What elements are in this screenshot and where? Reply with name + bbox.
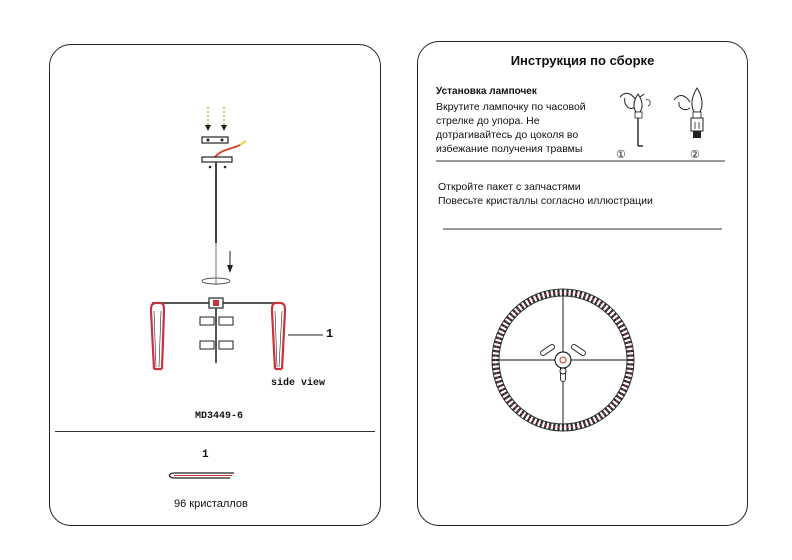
ring-crystal-accent — [628, 372, 630, 374]
chandelier-side-view-diagram — [50, 45, 382, 527]
canopy-plate — [202, 157, 232, 162]
ring-crystal-accent — [584, 423, 586, 425]
ring-crystal-accent — [610, 311, 612, 313]
ring-crystal-accent — [580, 424, 582, 426]
ring-crystal-accent — [629, 368, 631, 370]
wire-yellow — [240, 141, 246, 145]
ring-crystal-accent — [610, 407, 612, 409]
bulb-socket — [219, 317, 233, 325]
ring-crystal-accent — [502, 329, 504, 331]
ring-crystal-accent — [629, 350, 631, 352]
ring-crystal-accent — [626, 381, 628, 383]
ring-crystal-accent — [521, 306, 523, 308]
ring-crystal-accent — [588, 297, 590, 299]
ring-crystal-accent — [553, 292, 555, 294]
ring-crystal-accent — [553, 426, 555, 428]
arrow-down-icon — [227, 251, 233, 273]
ring-crystal-accent — [509, 318, 511, 320]
ring-crystal-accent — [497, 342, 499, 344]
ring-crystal-accent — [584, 295, 586, 297]
ring-crystal-accent — [528, 301, 530, 303]
ring-crystal-accent — [603, 306, 605, 308]
ring-crystal-accent — [518, 308, 520, 310]
ring-crystal-accent — [498, 338, 500, 340]
ring-crystal-accent — [580, 294, 582, 296]
ring-crystal-accent — [495, 350, 497, 352]
ring-crystal-accent — [509, 400, 511, 402]
ring-crystal-accent — [545, 424, 547, 426]
ring-crystal-accent — [521, 413, 523, 415]
ring-crystal-accent — [567, 292, 569, 294]
ring-crystal-accent — [541, 423, 543, 425]
ring-crystal-accent — [506, 397, 508, 399]
ring-crystal-accent — [495, 355, 497, 357]
ring-crystal-accent — [511, 315, 513, 317]
ring-crystal-accent — [497, 377, 499, 379]
wire-red — [215, 145, 240, 157]
ring-crystal-accent — [621, 393, 623, 395]
ring-crystal-accent — [596, 301, 598, 303]
ring-crystal-accent — [592, 420, 594, 422]
ring-crystal-accent — [628, 346, 630, 348]
crystal-hook-part-icon — [170, 473, 235, 478]
ring-crystal-accent — [625, 385, 627, 387]
ring-crystal-accent — [621, 325, 623, 327]
ring-crystal-accent — [571, 426, 573, 428]
ring-crystal-accent — [549, 425, 551, 427]
mounting-bracket — [202, 137, 228, 143]
ring-crystal-accent — [532, 299, 534, 301]
left-panel — [49, 44, 381, 526]
ring-crystal-accent — [541, 295, 543, 297]
ring-crystal-accent — [616, 400, 618, 402]
bulb-socket — [219, 341, 233, 349]
ring-crystal-accent — [613, 315, 615, 317]
bulb-socket — [200, 341, 214, 349]
part-number-label: 1 — [202, 449, 209, 461]
instruction-title: Инструкция по сборке — [510, 53, 655, 68]
bulb-socket — [200, 317, 214, 325]
ring-crystal-accent — [626, 338, 628, 340]
ring-crystal-accent — [600, 415, 602, 417]
bulb-instruction-text: Вкрутите лампочку по часовой стрелке до упора. Не дотрагивайтесь до цоколя во избежание получения травмы — [436, 101, 586, 155]
ring-crystal-accent — [588, 422, 590, 424]
ring-crystal-accent — [613, 404, 615, 406]
right-panel-illustrations — [418, 42, 749, 527]
ring-crystal-accent — [558, 292, 560, 294]
ring-crystal-accent — [504, 393, 506, 395]
ring-crystal-accent — [623, 329, 625, 331]
ring-crystal-accent — [511, 404, 513, 406]
ring-crystal-accent — [514, 311, 516, 313]
ring-crystal-accent — [514, 407, 516, 409]
ring-crystal-accent — [532, 420, 534, 422]
ring-crystal-accent — [496, 346, 498, 348]
bulb-install-step-1-icon — [620, 93, 650, 146]
ring-crystal-accent — [607, 308, 609, 310]
ring-crystal-accent — [600, 303, 602, 305]
ring-crystal-accent — [603, 413, 605, 415]
ring-crystal-accent — [567, 427, 569, 429]
ring-crystal-accent — [562, 292, 564, 294]
ring-crystal-accent — [623, 389, 625, 391]
ring-crystal-accent — [536, 297, 538, 299]
ring-crystal-accent — [525, 415, 527, 417]
step-label-1: ① — [616, 149, 626, 161]
ring-crystal-accent — [630, 364, 632, 366]
side-view-label: side view — [271, 378, 326, 389]
crystal-loop-left — [151, 303, 164, 369]
bulb-install-step-2-icon — [674, 88, 703, 138]
left-divider — [55, 431, 375, 432]
ring-crystal-accent — [504, 325, 506, 327]
callout-label: 1 — [326, 327, 334, 341]
chandelier-top-view-diagram — [492, 289, 634, 431]
ring-crystal-accent — [575, 293, 577, 295]
ring-crystal-accent — [495, 368, 497, 370]
ring-crystal-accent — [562, 427, 564, 429]
ring-crystal-accent — [536, 422, 538, 424]
ring-crystal-accent — [618, 322, 620, 324]
ring-crystal-accent — [618, 397, 620, 399]
mounting-screws-icon — [205, 107, 227, 131]
ring-crystal-accent — [549, 293, 551, 295]
ring-crystal-accent — [627, 377, 629, 379]
ring-crystal-accent — [500, 333, 502, 335]
ring-crystal-accent — [545, 294, 547, 296]
ring-crystal-accent — [528, 418, 530, 420]
model-code: MD3449-6 — [195, 411, 244, 422]
ring-crystal-accent — [496, 372, 498, 374]
ring-crystal-accent — [558, 427, 560, 429]
bulb-section-heading: Установка лампочек — [436, 86, 537, 97]
ring-crystal-accent — [495, 359, 497, 361]
ring-crystal-accent — [625, 333, 627, 335]
ring-crystal-accent — [616, 318, 618, 320]
crystal-count-text: 96 кристаллов — [174, 498, 248, 510]
crystal-loop-right — [272, 303, 285, 369]
ring-crystal-accent — [525, 303, 527, 305]
step-label-2: ② — [690, 149, 700, 161]
ring-crystal-accent — [506, 322, 508, 324]
ring-crystal-accent — [502, 389, 504, 391]
ring-crystal-accent — [596, 418, 598, 420]
ring-crystal-accent — [575, 425, 577, 427]
right-panel — [417, 41, 748, 526]
ring-crystal-accent — [495, 364, 497, 366]
ring-crystal-accent — [498, 381, 500, 383]
ring-crystal-accent — [518, 410, 520, 412]
ring-crystal-accent — [592, 299, 594, 301]
ring-crystal-accent — [571, 292, 573, 294]
ring-crystal-accent — [630, 355, 632, 357]
ring-crystal-accent — [627, 342, 629, 344]
ring-crystal-accent — [500, 385, 502, 387]
ring-center-hub-icon — [543, 347, 583, 379]
ring-crystal-accent — [607, 410, 609, 412]
ring-crystal-accent — [630, 359, 632, 361]
crystal-instruction-text: Откройте пакет с запчастями Повесьте кристаллы согласно иллюстрации — [438, 181, 653, 207]
